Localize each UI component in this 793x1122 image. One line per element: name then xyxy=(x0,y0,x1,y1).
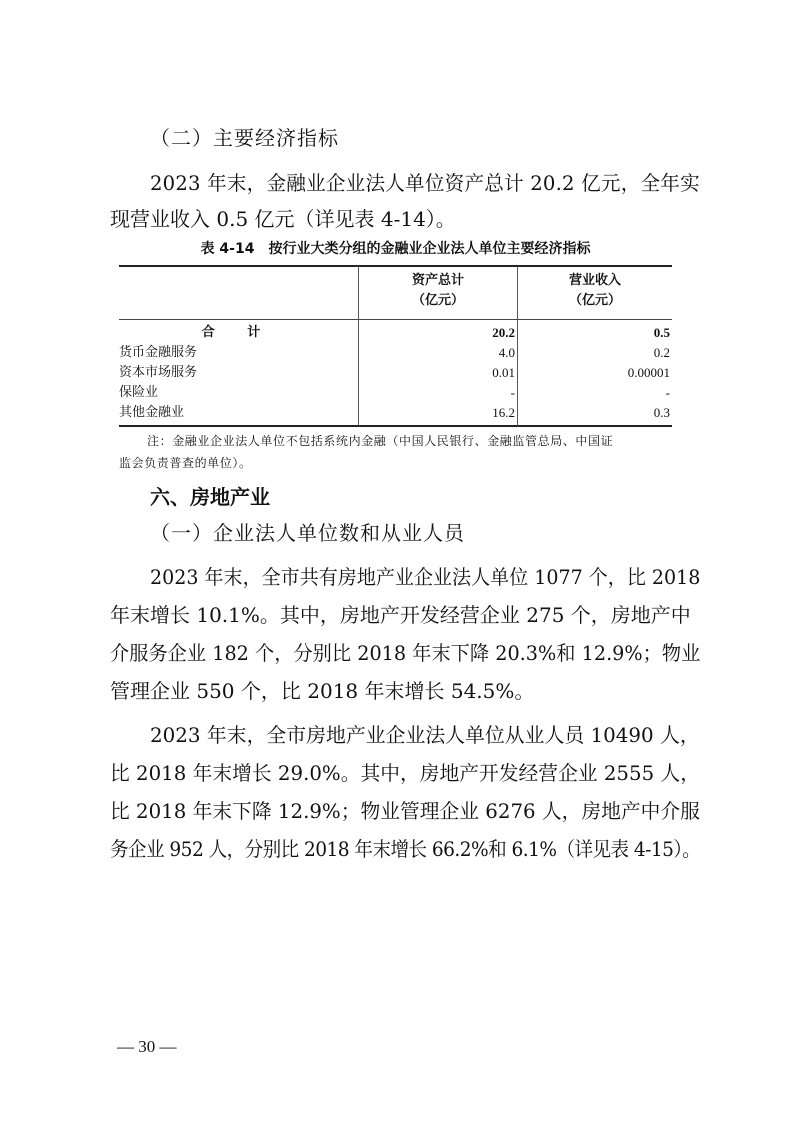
table-note xyxy=(119,430,679,474)
cell-revenue: 0.5 xyxy=(653,325,670,340)
subsection-heading-units-employees: （一）企业法人单位数和从业人员 xyxy=(150,521,465,545)
table-caption xyxy=(119,240,672,258)
table-row xyxy=(119,362,672,383)
table-row xyxy=(119,382,672,403)
page-number: — 30 — xyxy=(117,1037,177,1056)
row-label: 保险业 xyxy=(119,385,159,400)
column-header-assets xyxy=(359,271,517,311)
cell-revenue: - xyxy=(665,385,670,400)
paragraph-line: 比 2018 年末下降 12.9%；物业管理企业 6276 人，房地产中介服 xyxy=(110,799,700,823)
table-top-rule xyxy=(119,265,672,267)
paragraph-line: 2023 年末，全市房地产业企业法人单位从业人员 10490 人， xyxy=(150,723,700,747)
table-row-total xyxy=(119,322,672,343)
table-note-line: 注：金融业企业法人单位不包括系统内金融（中国人民银行、金融监管总局、中国证 xyxy=(147,434,614,448)
row-label: 合 计 xyxy=(201,325,275,340)
table-number: 表 4-14 xyxy=(200,241,255,257)
section-heading-real-estate: 六、房地产业 xyxy=(150,485,270,509)
paragraph-line: 2023 年末，金融业企业法人单位资产总计 20.2 亿元，全年实 xyxy=(150,171,700,195)
cell-assets: 20.2 xyxy=(492,325,515,340)
table-row xyxy=(119,342,672,363)
table-bottom-rule xyxy=(119,425,672,427)
table-header-rule xyxy=(119,319,672,320)
table-title: 按行业大类分组的金融业企业法人单位主要经济指标 xyxy=(268,241,591,257)
paragraph-line: 2023 年末，全市共有房地产业企业法人单位 1077 个，比 2018 xyxy=(150,565,701,589)
column-header-revenue xyxy=(518,271,672,311)
cell-revenue: 0.3 xyxy=(653,405,670,420)
table-note-line: 监会负责普查的单位）。 xyxy=(119,456,252,470)
cell-revenue: 0.00001 xyxy=(627,365,670,380)
paragraph-line: 介服务企业 182 个，分别比 2018 年末下降 20.3%和 12.9%；物业 xyxy=(110,641,701,665)
section-heading-main-indicators: （二）主要经济指标 xyxy=(150,126,339,150)
cell-revenue: 0.2 xyxy=(653,345,670,360)
cell-assets: 4.0 xyxy=(498,345,515,360)
column-header-name: 资产总计 xyxy=(411,273,464,288)
column-header-unit: （亿元） xyxy=(568,293,621,308)
table-row xyxy=(119,402,672,423)
column-header-name: 营业收入 xyxy=(568,273,621,288)
paragraph-line: 年末增长 10.1%。其中，房地产开发经营企业 275 个，房地产中 xyxy=(110,603,691,627)
finance-indicators-table xyxy=(119,265,672,427)
cell-assets: - xyxy=(510,385,515,400)
paragraph-line: 比 2018 年末增长 29.0%。其中，房地产开发经营企业 2555 人， xyxy=(110,761,700,785)
row-label: 其他金融业 xyxy=(119,405,185,420)
paragraph-line: 管理企业 550 个，比 2018 年末增长 54.5%。 xyxy=(110,679,535,703)
row-label: 货币金融服务 xyxy=(119,345,198,360)
paragraph-line: 务企业 952 人，分别比 2018 年末增长 66.2%和 6.1%（详见表 4-15）。 xyxy=(110,837,701,861)
column-header-unit: （亿元） xyxy=(411,293,464,308)
cell-assets: 16.2 xyxy=(492,405,515,420)
row-label: 资本市场服务 xyxy=(119,365,198,380)
paragraph-line: 现营业收入 0.5 亿元（详见表 4-14）。 xyxy=(110,207,456,231)
cell-assets: 0.01 xyxy=(492,365,515,380)
